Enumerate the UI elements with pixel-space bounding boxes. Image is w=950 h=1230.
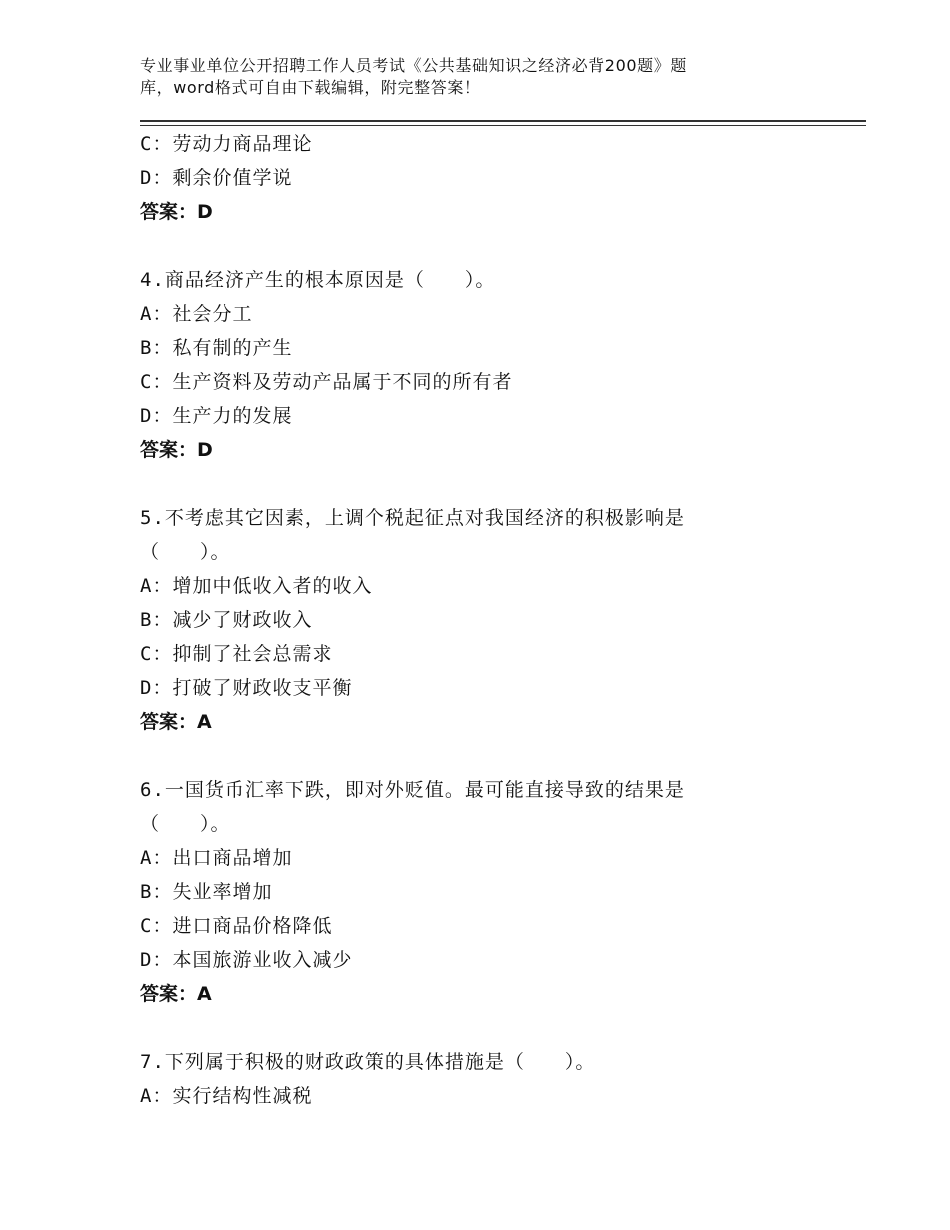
question-4 <box>140 263 860 467</box>
option-d: D：本国旅游业收入减少 <box>140 949 353 971</box>
option-c: C：抑制了社会总需求 <box>140 643 333 665</box>
option-a: A：实行结构性减税 <box>140 1085 313 1107</box>
question-7 <box>140 1045 860 1113</box>
option-b: B：减少了财政收入 <box>140 609 313 631</box>
question-stem: 6.一国货币汇率下跌，即对外贬值。最可能直接导致的结果是 <box>140 779 685 801</box>
header-divider-thick <box>140 120 866 122</box>
option-a: A：出口商品增加 <box>140 847 293 869</box>
option-d: D：打破了财政收支平衡 <box>140 677 353 699</box>
answer-label: 答案：D <box>140 201 213 223</box>
question-stem: 7.下列属于积极的财政政策的具体措施是（ ）。 <box>140 1051 596 1073</box>
option-c: C：生产资料及劳动产品属于不同的所有者 <box>140 371 513 393</box>
option-d: D：生产力的发展 <box>140 405 293 427</box>
answer-label: 答案：D <box>140 439 213 461</box>
header-line-1: 专业事业单位公开招聘工作人员考试《公共基础知识之经济必背200题》题 <box>140 56 687 75</box>
question-stem-continued: （ ）。 <box>140 813 231 835</box>
question-5 <box>140 501 860 739</box>
answer-label: 答案：A <box>140 983 212 1005</box>
option-c: C：劳动力商品理论 <box>140 133 313 155</box>
option-d: D：剩余价值学说 <box>140 167 293 189</box>
question-stem: 4.商品经济产生的根本原因是（ ）。 <box>140 269 496 291</box>
document-header <box>140 55 820 99</box>
option-c: C：进口商品价格降低 <box>140 915 333 937</box>
question-list <box>140 127 860 1113</box>
header-divider-thin <box>140 125 866 126</box>
answer-label: 答案：A <box>140 711 212 733</box>
header-line-2: 库，word格式可自由下载编辑，附完整答案！ <box>140 78 481 97</box>
option-b: B：私有制的产生 <box>140 337 293 359</box>
option-a: A：增加中低收入者的收入 <box>140 575 373 597</box>
question-6 <box>140 773 860 1011</box>
option-b: B：失业率增加 <box>140 881 273 903</box>
question-3-continued <box>140 127 860 229</box>
option-a: A：社会分工 <box>140 303 253 325</box>
question-stem-continued: （ ）。 <box>140 541 231 563</box>
question-stem: 5.不考虑其它因素，上调个税起征点对我国经济的积极影响是 <box>140 507 685 529</box>
